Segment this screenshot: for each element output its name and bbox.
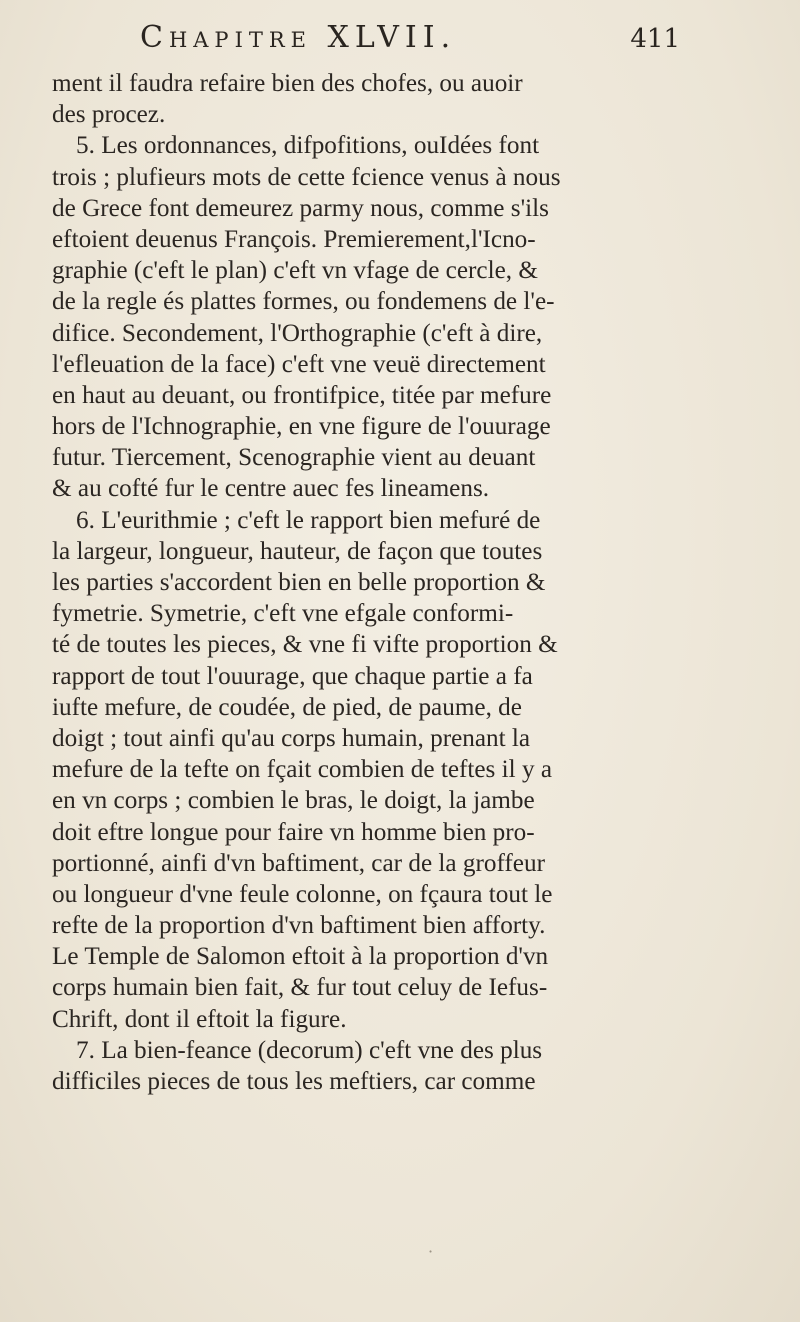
text-line: té de toutes les pieces, & vne fi vifte proportion &: [52, 631, 558, 659]
running-title: Chapitre XLVII.: [140, 20, 457, 55]
text-line: doigt ; tout ainfi qu'au corps humain, prenant la: [52, 724, 531, 752]
page-header: [140, 20, 700, 66]
text-line: hors de l'Ichnographie, en vne figure de l'ouurage: [52, 413, 551, 441]
text-line: iufte mefure, de coudée, de pied, de paume, de: [52, 693, 522, 721]
text-line: & au cofté fur le centre auec fes lineamens.: [52, 475, 490, 503]
text-line: de la regle és plattes formes, ou fondemens de l'e-: [52, 288, 555, 316]
text-line: ou longueur d'vne feule colonne, on fçaura tout le: [52, 880, 553, 908]
text-line: portionné, ainfi d'vn baftiment, car de la groffeur: [52, 849, 545, 877]
ink-smudge: ·: [428, 1242, 434, 1261]
text-line: la largeur, longueur, hauteur, de façon que toutes: [52, 537, 543, 565]
text-line: les parties s'accordent bien en belle proportion &: [52, 569, 546, 596]
text-line: difice. Secondement, l'Orthographie (c'eft à dire,: [52, 319, 543, 347]
text-line: eftoient deuenus François. Premierement,l'Icno-: [52, 225, 536, 253]
text-line: doit eftre longue pour faire vn homme bien pro-: [52, 818, 535, 846]
text-line: l'efleuation de la face) c'eft vne veuë directement: [52, 350, 546, 378]
text-line: refte de la proportion d'vn baftiment bien afforty.: [52, 912, 546, 940]
text-line: de Grece font demeurez parmy nous, comme s'ils: [52, 194, 549, 222]
text-line: futur. Tiercement, Scenographie vient au deuant: [52, 444, 536, 472]
text-line: fymetrie. Symetrie, c'eft vne efgale conformi-: [52, 600, 514, 628]
page-number: 411: [630, 24, 680, 54]
text-line: ment il faudra refaire bien des chofes, ou auoir: [52, 70, 523, 97]
text-line: Le Temple de Salomon eftoit à la proportion d'vn: [52, 943, 549, 971]
paragraph-start-line: 7. La bien-feance (decorum) c'eft vne des plus: [76, 1036, 543, 1064]
text-line: des procez.: [52, 101, 166, 129]
text-line: en haut au deuant, ou frontifpice, titée par mefure: [52, 381, 552, 409]
paragraph-start-line: 5. Les ordonnances, difpofitions, ouIdées font: [76, 132, 540, 160]
text-line: difficiles pieces de tous les meftiers, car comme: [52, 1068, 536, 1095]
text-line: corps humain bien fait, & fur tout celuy de Iefus-: [52, 974, 548, 1002]
text-line: trois ; plufieurs mots de cette fcience venus à nous: [52, 163, 561, 191]
text-line: en vn corps ; combien le bras, le doigt, la jambe: [52, 787, 535, 815]
paragraph-start-line: 6. L'eurithmie ; c'eft le rapport bien mefuré de: [76, 506, 541, 534]
text-line: rapport de tout l'ouurage, que chaque partie a fa: [52, 662, 533, 690]
text-line: mefure de la tefte on fçait combien de teftes il y a: [52, 756, 553, 784]
text-line: graphie (c'eft le plan) c'eft vn vfage de cercle, &: [52, 257, 538, 285]
text-line: Chrift, dont il eftoit la figure.: [52, 1005, 347, 1033]
body-text: [52, 68, 752, 1097]
